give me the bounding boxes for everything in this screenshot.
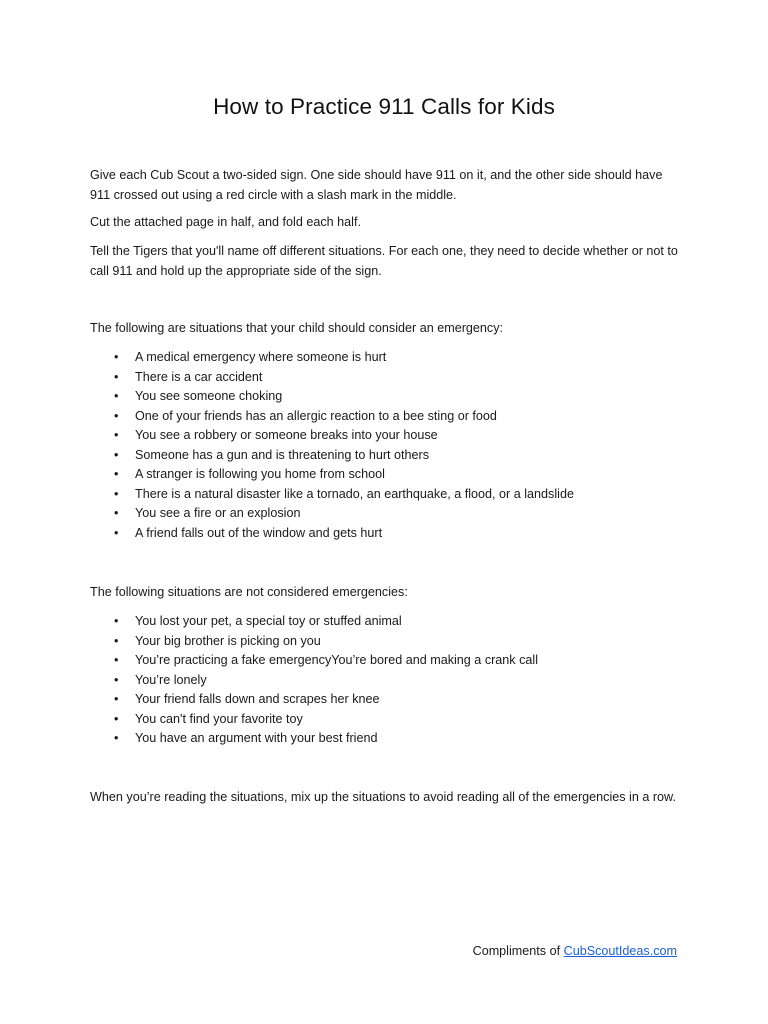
list-item-text: There is a natural disaster like a tornado, an earthquake, a flood, or a landslide <box>135 486 574 501</box>
bullet-icon: • <box>114 408 119 423</box>
list-item-text: You’re practicing a fake emergencyYou’re bored and making a crank call <box>135 653 539 667</box>
bullet-icon: • <box>114 525 119 540</box>
list-item <box>90 612 680 632</box>
emergency-heading: The following are situations that your child should consider an emergency: <box>90 321 504 335</box>
bullet-icon: • <box>114 506 119 520</box>
list-item <box>90 524 680 544</box>
list-item <box>90 690 680 710</box>
list-item-text: You see a fire or an explosion <box>135 506 301 520</box>
list-item <box>90 446 680 466</box>
bullet-icon: • <box>114 350 119 364</box>
footer-link[interactable]: CubScoutIdeas.com <box>563 944 677 958</box>
list-item-text: One of your friends has an allergic reaction to a bee sting or food <box>135 408 497 423</box>
list-item <box>90 348 680 368</box>
list-item <box>90 485 680 505</box>
list-item-text: Your big brother is picking on you <box>135 633 321 648</box>
list-item <box>90 710 680 730</box>
list-item-text: A friend falls out of the window and gets hurt <box>135 525 383 540</box>
bullet-icon: • <box>114 447 119 462</box>
list-item-text: A stranger is following you home from school <box>135 467 385 481</box>
non-emergency-heading: The following situations are not considered emergencies: <box>90 585 408 599</box>
bullet-icon: • <box>114 614 119 628</box>
list-item-text: You have an argument with your best friend <box>135 731 378 745</box>
intro-paragraph-tigers: Tell the Tigers that you'll name off different situations. For each one, they need to decide whether or not to call 911 and hold up the appropriate side of the sign. <box>90 244 678 278</box>
bullet-icon: • <box>114 467 119 481</box>
list-item <box>90 504 680 524</box>
closing-paragraph: When you’re reading the situations, mix up the situations to avoid reading all of the emergencies in a row. <box>90 790 676 804</box>
list-item <box>90 671 680 691</box>
list-item-text: You lost your pet, a special toy or stuffed animal <box>135 614 402 628</box>
list-item <box>90 426 680 446</box>
document-title: How to Practice 911 Calls for Kids <box>213 94 555 119</box>
bullet-icon: • <box>114 653 119 667</box>
list-item-text: You can't find your favorite toy <box>135 711 303 726</box>
footer-prefix: Compliments of <box>472 944 561 958</box>
list-item-text: You see a robbery or someone breaks into your house <box>135 428 438 442</box>
list-item-text: You’re lonely <box>135 672 207 687</box>
list-item <box>90 465 680 485</box>
bullet-icon: • <box>114 731 119 745</box>
list-item <box>90 368 680 388</box>
list-item <box>90 407 680 427</box>
bullet-icon: • <box>114 672 119 687</box>
list-item <box>90 651 680 671</box>
intro-paragraph-sign: Give each Cub Scout a two-sided sign. One side should have 911 on it, and the other side should have 911 crossed out using a red circle with a slash mark in the middle. <box>90 168 663 202</box>
list-item-text: Your friend falls down and scrapes her knee <box>135 692 380 706</box>
list-item-text: Someone has a gun and is threatening to hurt others <box>135 447 430 462</box>
bullet-icon: • <box>114 486 119 501</box>
non-emergency-list <box>90 612 680 749</box>
list-item-text: A medical emergency where someone is hurt <box>135 350 387 364</box>
list-item <box>90 632 680 652</box>
list-item-text: You see someone choking <box>135 389 283 403</box>
bullet-icon: • <box>114 369 119 384</box>
bullet-icon: • <box>114 633 119 648</box>
bullet-icon: • <box>114 692 119 706</box>
bullet-icon: • <box>114 428 119 442</box>
list-item <box>90 387 680 407</box>
list-item-text: There is a car accident <box>135 369 263 384</box>
bullet-icon: • <box>114 711 119 726</box>
emergency-list <box>90 348 680 543</box>
footer-credit <box>473 942 677 962</box>
list-item <box>90 729 680 749</box>
bullet-icon: • <box>114 389 119 403</box>
intro-paragraph-cut: Cut the attached page in half, and fold each half. <box>90 215 361 229</box>
